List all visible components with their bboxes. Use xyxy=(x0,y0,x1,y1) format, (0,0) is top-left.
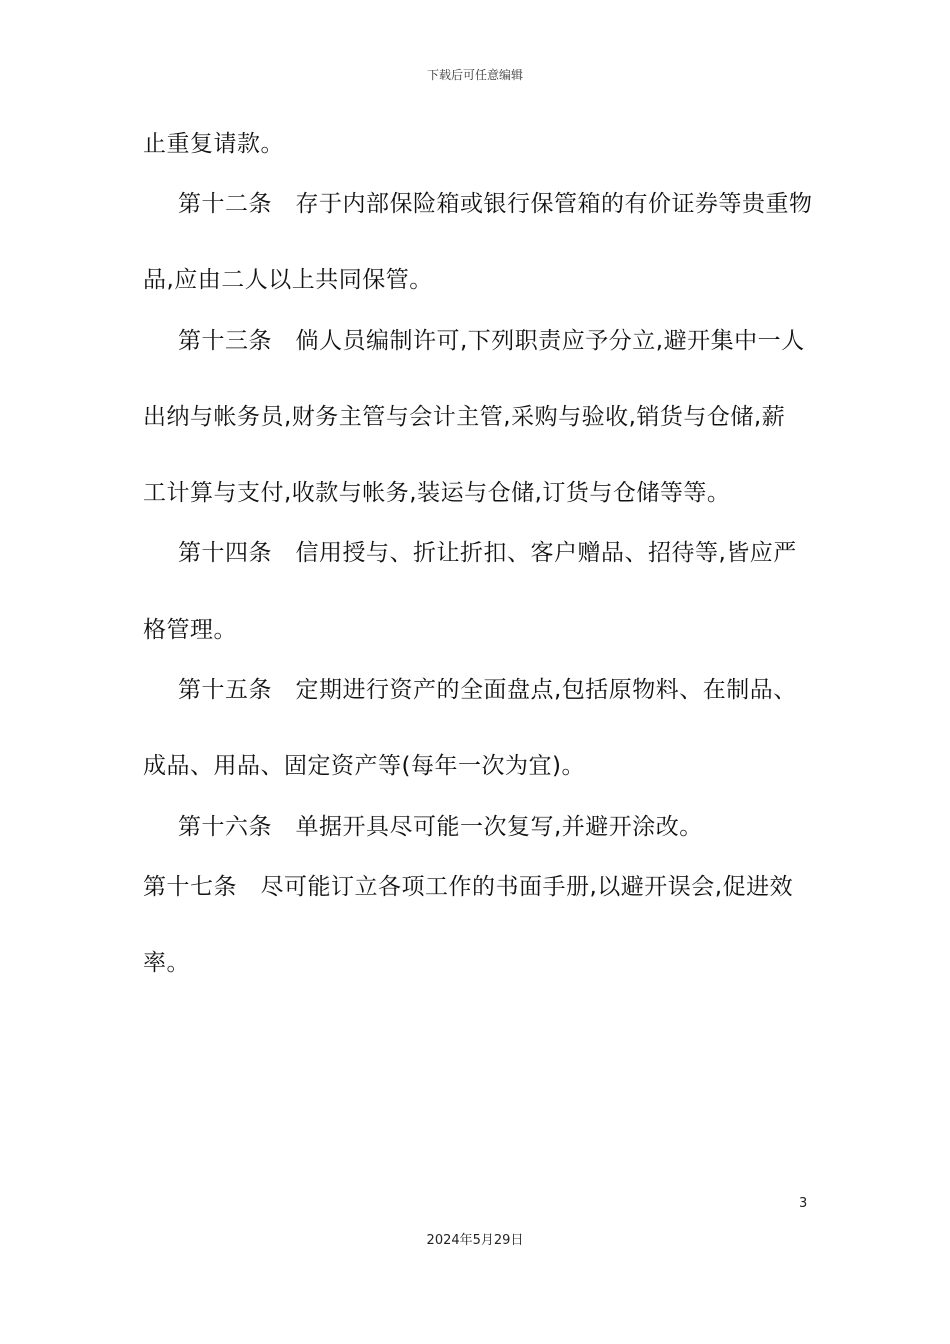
article-14-line: 第十四条 信用授与、折让折扣、客户赠品、招待等,皆应严 xyxy=(178,540,797,566)
footer-date: 2024年5月29日 xyxy=(426,1233,524,1248)
body-line: 工计算与支付,收款与帐务,装运与仓储,订货与仓储等等。 xyxy=(143,480,731,506)
article-12-line: 第十二条 存于内部保险箱或银行保管箱的有价证券等贵重物 xyxy=(178,191,813,217)
body-line: 成品、用品、固定资产等(每年一次为宜)。 xyxy=(143,753,585,779)
article-13-line: 第十三条 倘人员编制许可,下列职责应予分立,避开集中一人 xyxy=(178,328,805,354)
body-line: 格管理。 xyxy=(143,617,237,643)
body-line: 率。 xyxy=(143,950,190,976)
article-15-line: 第十五条 定期进行资产的全面盘点,包括原物料、在制品、 xyxy=(178,677,797,703)
page-number: 3 xyxy=(799,1196,808,1211)
body-line: 止重复请款。 xyxy=(143,131,284,157)
body-line: 品,应由二人以上共同保管。 xyxy=(143,267,433,293)
page-header: 下载后可任意编辑 xyxy=(426,68,523,82)
article-17-line: 第十七条 尽可能订立各项工作的书面手册,以避开误会,促进效 xyxy=(143,874,794,900)
body-line: 出纳与帐务员,财务主管与会计主管,采购与验收,销货与仓储,薪 xyxy=(143,404,786,430)
article-16-line: 第十六条 单据开具尽可能一次复写,并避开涂改。 xyxy=(178,814,703,840)
